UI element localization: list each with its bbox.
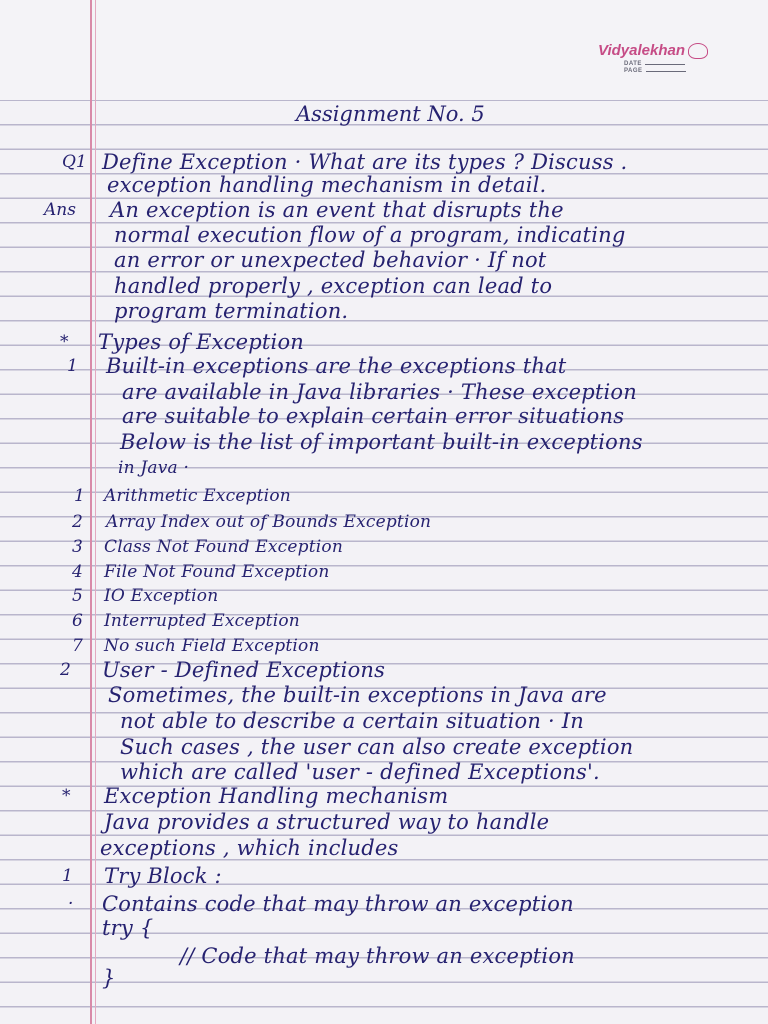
list-number: 1 [62, 866, 73, 886]
text-line: Sometimes, the built-in exceptions in Java are [108, 683, 607, 707]
bullet-dot: · [68, 894, 74, 914]
list-number: 4 [72, 562, 83, 582]
exception-item: Array Index out of Bounds Exception [106, 512, 432, 532]
list-number: 2 [60, 660, 71, 680]
margin-line [90, 0, 92, 1024]
text-line: in Java · [118, 458, 190, 478]
peacock-logo-icon [688, 43, 708, 59]
exception-item: Class Not Found Exception [104, 537, 343, 557]
brand-logo: Vidyalekhan [598, 42, 685, 59]
date-field [624, 61, 708, 67]
text-line: Try Block : [104, 864, 222, 888]
exception-item: Interrupted Exception [104, 611, 300, 631]
text-line: are available in Java libraries · These exception [122, 380, 637, 404]
text-line: exceptions , which includes [100, 836, 399, 860]
list-number: 5 [72, 586, 83, 606]
text-line: Built-in exceptions are the exceptions that [106, 354, 567, 378]
text-line: handled properly , exception can lead to [114, 274, 553, 298]
exception-item: Arithmetic Exception [104, 486, 291, 506]
list-number: 6 [72, 611, 83, 631]
text-line: An exception is an event that disrupts the [110, 198, 564, 222]
list-number: 2 [72, 512, 83, 532]
code-line: try { [102, 916, 154, 940]
text-line: exception handling mechanism in detail. [107, 173, 547, 197]
page-label: PAGE [624, 68, 643, 74]
code-line: // Code that may throw an exception [180, 944, 575, 968]
text-line: not able to describe a certain situation · In [120, 709, 584, 733]
page-field [624, 68, 708, 74]
list-number: 3 [72, 537, 83, 557]
date-label: DATE [624, 61, 642, 67]
text-line: program termination. [114, 299, 349, 323]
bullet-star: * [62, 786, 71, 806]
question-number: Q1 [62, 152, 87, 172]
text-line: Exception Handling mechanism [104, 784, 449, 808]
text-line: Define Exception · What are its types ? Discuss . [102, 150, 628, 174]
margin-line-inner [95, 0, 96, 1024]
bullet-star: * [60, 332, 69, 352]
text-line: an error or unexpected behavior · If not [114, 248, 547, 272]
list-number: 1 [67, 356, 78, 376]
text-line: which are called 'user - defined Exceptions'. [120, 760, 600, 784]
text-line: Contains code that may throw an exception [102, 892, 574, 916]
text-line: Below is the list of important built-in exceptions [120, 430, 643, 454]
answer-marker: Ans [44, 200, 76, 220]
exception-item: No such Field Exception [104, 636, 320, 656]
exception-item: IO Exception [104, 586, 219, 606]
assignment-title: Assignment No. 5 [296, 102, 485, 126]
text-line: User - Defined Exceptions [102, 658, 386, 682]
list-number: 7 [72, 636, 83, 656]
text-line: normal execution flow of a program, indicating [114, 223, 626, 247]
notebook-brand [598, 42, 708, 74]
text-line: are suitable to explain certain error situations [122, 404, 625, 428]
text-line: Java provides a structured way to handle [104, 810, 550, 834]
text-line: Such cases , the user can also create exception [120, 735, 634, 759]
code-line: } [102, 966, 116, 990]
text-line: Types of Exception [98, 330, 305, 354]
exception-item: File Not Found Exception [104, 562, 330, 582]
list-number: 1 [74, 486, 85, 506]
